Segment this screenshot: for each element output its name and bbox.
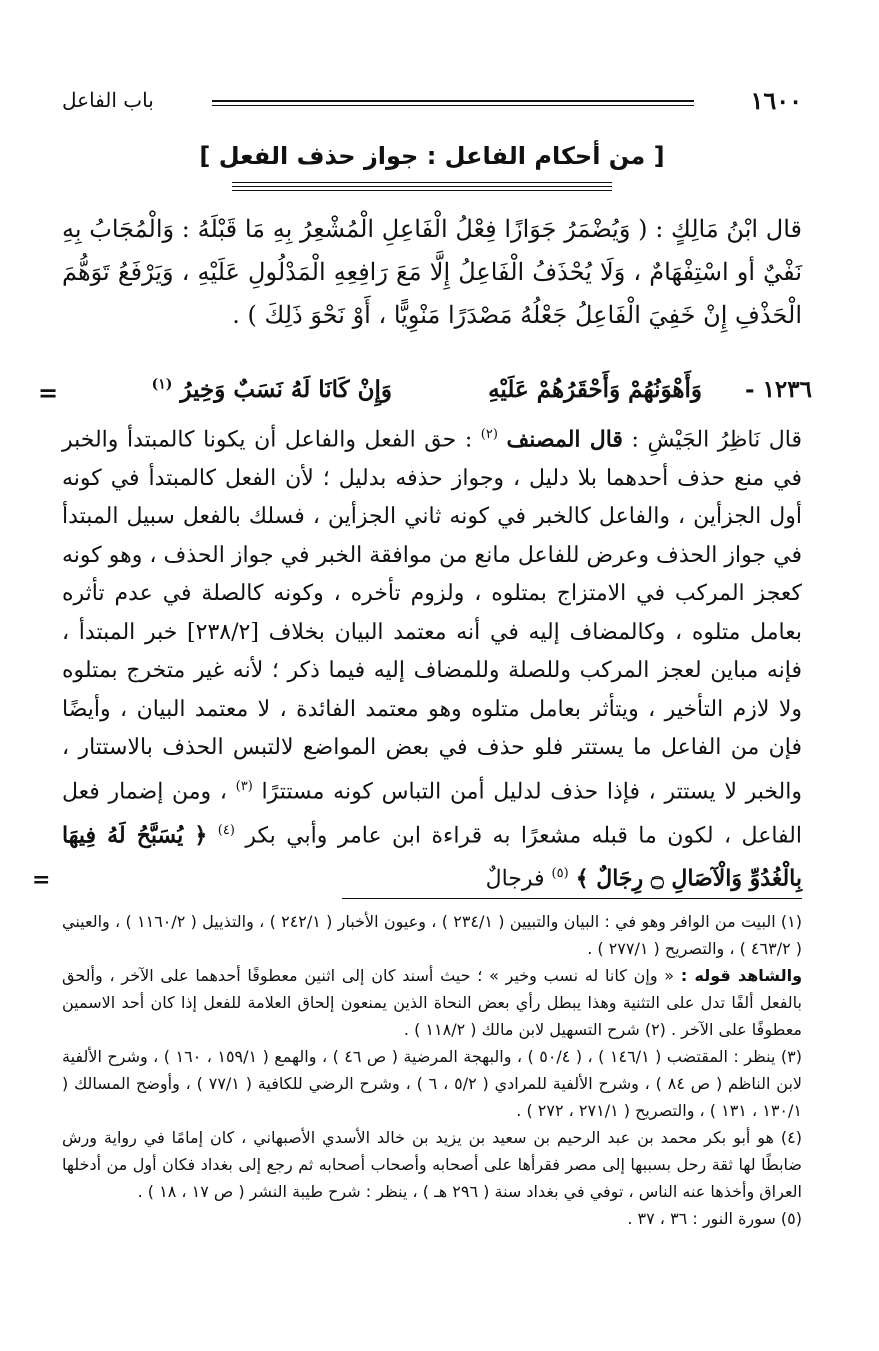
quran-verse: ﴿ يُسَبَّحُ لَهُ فِيهَا بِالْغُدُوِّ وَالْآصَالِ ۝ رِجَالٌ ﴾ xyxy=(62,821,802,892)
running-title: باب الفاعل xyxy=(62,88,154,112)
header-rule xyxy=(212,100,694,102)
shahid-label: والشاهد قوله : xyxy=(680,966,803,985)
musannif-label: قال المصنف xyxy=(506,426,623,453)
verse-hemistich-1: وَأَهْوَنُهُمْ وَأَحْقَرُهُمْ عَلَيْهِ xyxy=(488,376,702,403)
footnote-1: (١) البيت من الوافر وهو في : البيان والتبيين ( ٢٣٤/١ ) ، وعيون الأخبار ( ٢٤٢/١ ) ، والتذييل ( ١١٦٠/٢ ) ، والعيني ( ٤٦٣/٢ ) ، والتصريح ( ٢٧٧/١ ) . xyxy=(62,912,803,958)
footnote-5: (٥) سورة النور : ٣٦ ، ٣٧ . xyxy=(627,1209,802,1228)
poetry-verse xyxy=(38,376,812,416)
footnote-3: (٣) ينظر : المقتضب ( ١٤٦/١ ) ، ( ٥٠/٤ ) ، والبهجة المرضية ( ص ٤٦ ) ، والهمع ( ١٥٩/١ ، ١٦٠ ) ، وشرح الألفية لابن الناظم ( ص ٨٤ ) ، وشرح الألفية للمرادي ( ٥/٢ ، ٦ ) ، وشرح الرضي للكافية ( ٧٧/١ ) ، وأوضح المسالك ( ١٣٠/١ ، ١٣١ ) ، والتصريح ( ٢٧١/١ ، ٢٧٢ ) . xyxy=(62,1047,803,1120)
commentary-body-2: ، ومن إضمار فعل الفاعل ، لكون ما قبله مشعرًا به قراءة ابن عامر وأبي بكر xyxy=(62,779,802,848)
footnote-ref-3: (٣) xyxy=(235,778,253,794)
section-heading: [ من أحكام الفاعل : جواز حذف الفعل ] xyxy=(199,142,665,170)
running-header xyxy=(62,86,802,120)
verse-hemistich-2: وَإِنْ كَانَا لَهُ نَسَبٌ وَخِيرُ xyxy=(180,376,392,403)
continuation-mark: = xyxy=(38,378,59,407)
section-heading-rule xyxy=(232,182,612,194)
verse-number: ١٢٣٦ - xyxy=(745,376,812,403)
footnote-1-shahid xyxy=(62,962,802,1043)
footnotes xyxy=(62,908,802,1232)
book-page xyxy=(32,60,812,1330)
footnote-ref-2: (٢) xyxy=(480,427,498,442)
commentary-body-1: : حق الفعل والفاعل أن يكونا كالمبتدأ والخبر في منع حذف أحدهما بلا دليل ، وجواز حذفه بدليل ؛ لأن الفعل كالمبتدأ في كونه أول الجزأين ، والفاعل كالخبر في كونه ثاني الجزأين ، فسلك بالفعل سبيل المبتدأ في جواز الحذف وعرض للفاعل مانع من موافقة الخبر في جواز الحذف ، وهو كونه كعجز المركب في الامتزاج بمتلوه ، ولزوم تأخره ، وكونه كالصلة في عدم تأثره بعامل متلوه ، وكالمضاف إليه في أنه معتمد البيان بخلاف [٢٣٨/٢] خبر المبتدأ ، فإنه مباين لعجز المركب وللصلة وللمضاف إليه فيما ذكر ؛ لأنه غير متخرج بمتلوه ولا لازم التأخير ، ويتأثر بعامل متلوه وهو معتمد الفائدة ، لا معتمد البيان ، وأيضًا فإن من الفاعل ما يستتر فلو حذف في بعض المواضع لالتبس الحذف بالاستتار ، والخبر لا يستتر ، فإذا حذف لدليل أمن التباس كونه مستترًا xyxy=(62,427,802,805)
commentary-text xyxy=(32,416,802,899)
matn-speaker: قال ابْنُ مَالِكٍ : xyxy=(655,215,802,243)
footnote-rule xyxy=(342,898,802,899)
commentary-body-3: فرجالٌ xyxy=(485,866,545,892)
footnote-ref-5: (٥) xyxy=(551,866,569,882)
continuation-mark-2: = xyxy=(32,866,51,893)
page-number: ١٦٠٠ xyxy=(750,86,802,115)
verse-footnote-ref: (١) xyxy=(151,376,173,393)
commentary-opening: قال نَاظِرُ الجَيْشِ : xyxy=(631,427,802,453)
footnote-ref-4: (٤) xyxy=(217,822,235,838)
footnote-4: (٤) هو أبو بكر محمد بن عبد الرحيم بن سعيد بن يزيد بن خالد الأسدي الأصبهاني ، كان إمامًا في رواية ورش ضابطًا لها ثقة رحل بسببها إلى مصر فقرأها على أصحابه وأصحاب أصحابه ثم رجع إلى بغداد فكان أول من أدخلها العراق وأخذها عنه الناس ، توفي في بغداد سنة ( ٢٩٦ هـ ) ، ينظر : شرح طيبة النشر ( ص ١٧ ، ١٨ ) . xyxy=(62,1128,802,1201)
matn-text xyxy=(62,208,802,337)
matn-quote: ( وَيُضْمَرُ جَوَازًا فِعْلُ الْفَاعِلِ الْمُشْعِرُ بِهِ مَا قَبْلَهُ : وَالْمُجَابُ بِهِ نَفْيٌ أو اسْتِفْهَامٌ ، وَلَا يُحْذَفُ الْفَاعِلُ إِلَّا مَعَ رَافِعِهِ الْمَدْلُولِ عَلَيْهِ ، وَيَرْفَعُ تَوَهُّمَ الْحَذْفِ إِنْ خَفِيَ الْفَاعِلُ جَعْلُهُ مَصْدَرًا مَنْوِيًّا ، أَوْ نَحْوَ ذَلِكَ ) . xyxy=(62,215,802,329)
verse-hemistich-2-wrap xyxy=(152,376,392,403)
shahid-text: « وإن كانا له نسب وخير » ؛ حيث أسند كان إلى اثنين معطوفًا أحدهما على الآخر ، وألحق بالفعل ألفًا تدل على التثنية وهذا يبطل رأي بعض النحاة الذين يمنعون إلحاق العلامة للفعل إذا كان أحد الاسمين معطوفًا على الآخر . (٢) شرح التسهيل لابن مالك ( ١١٨/٢ ) . xyxy=(62,966,802,1039)
